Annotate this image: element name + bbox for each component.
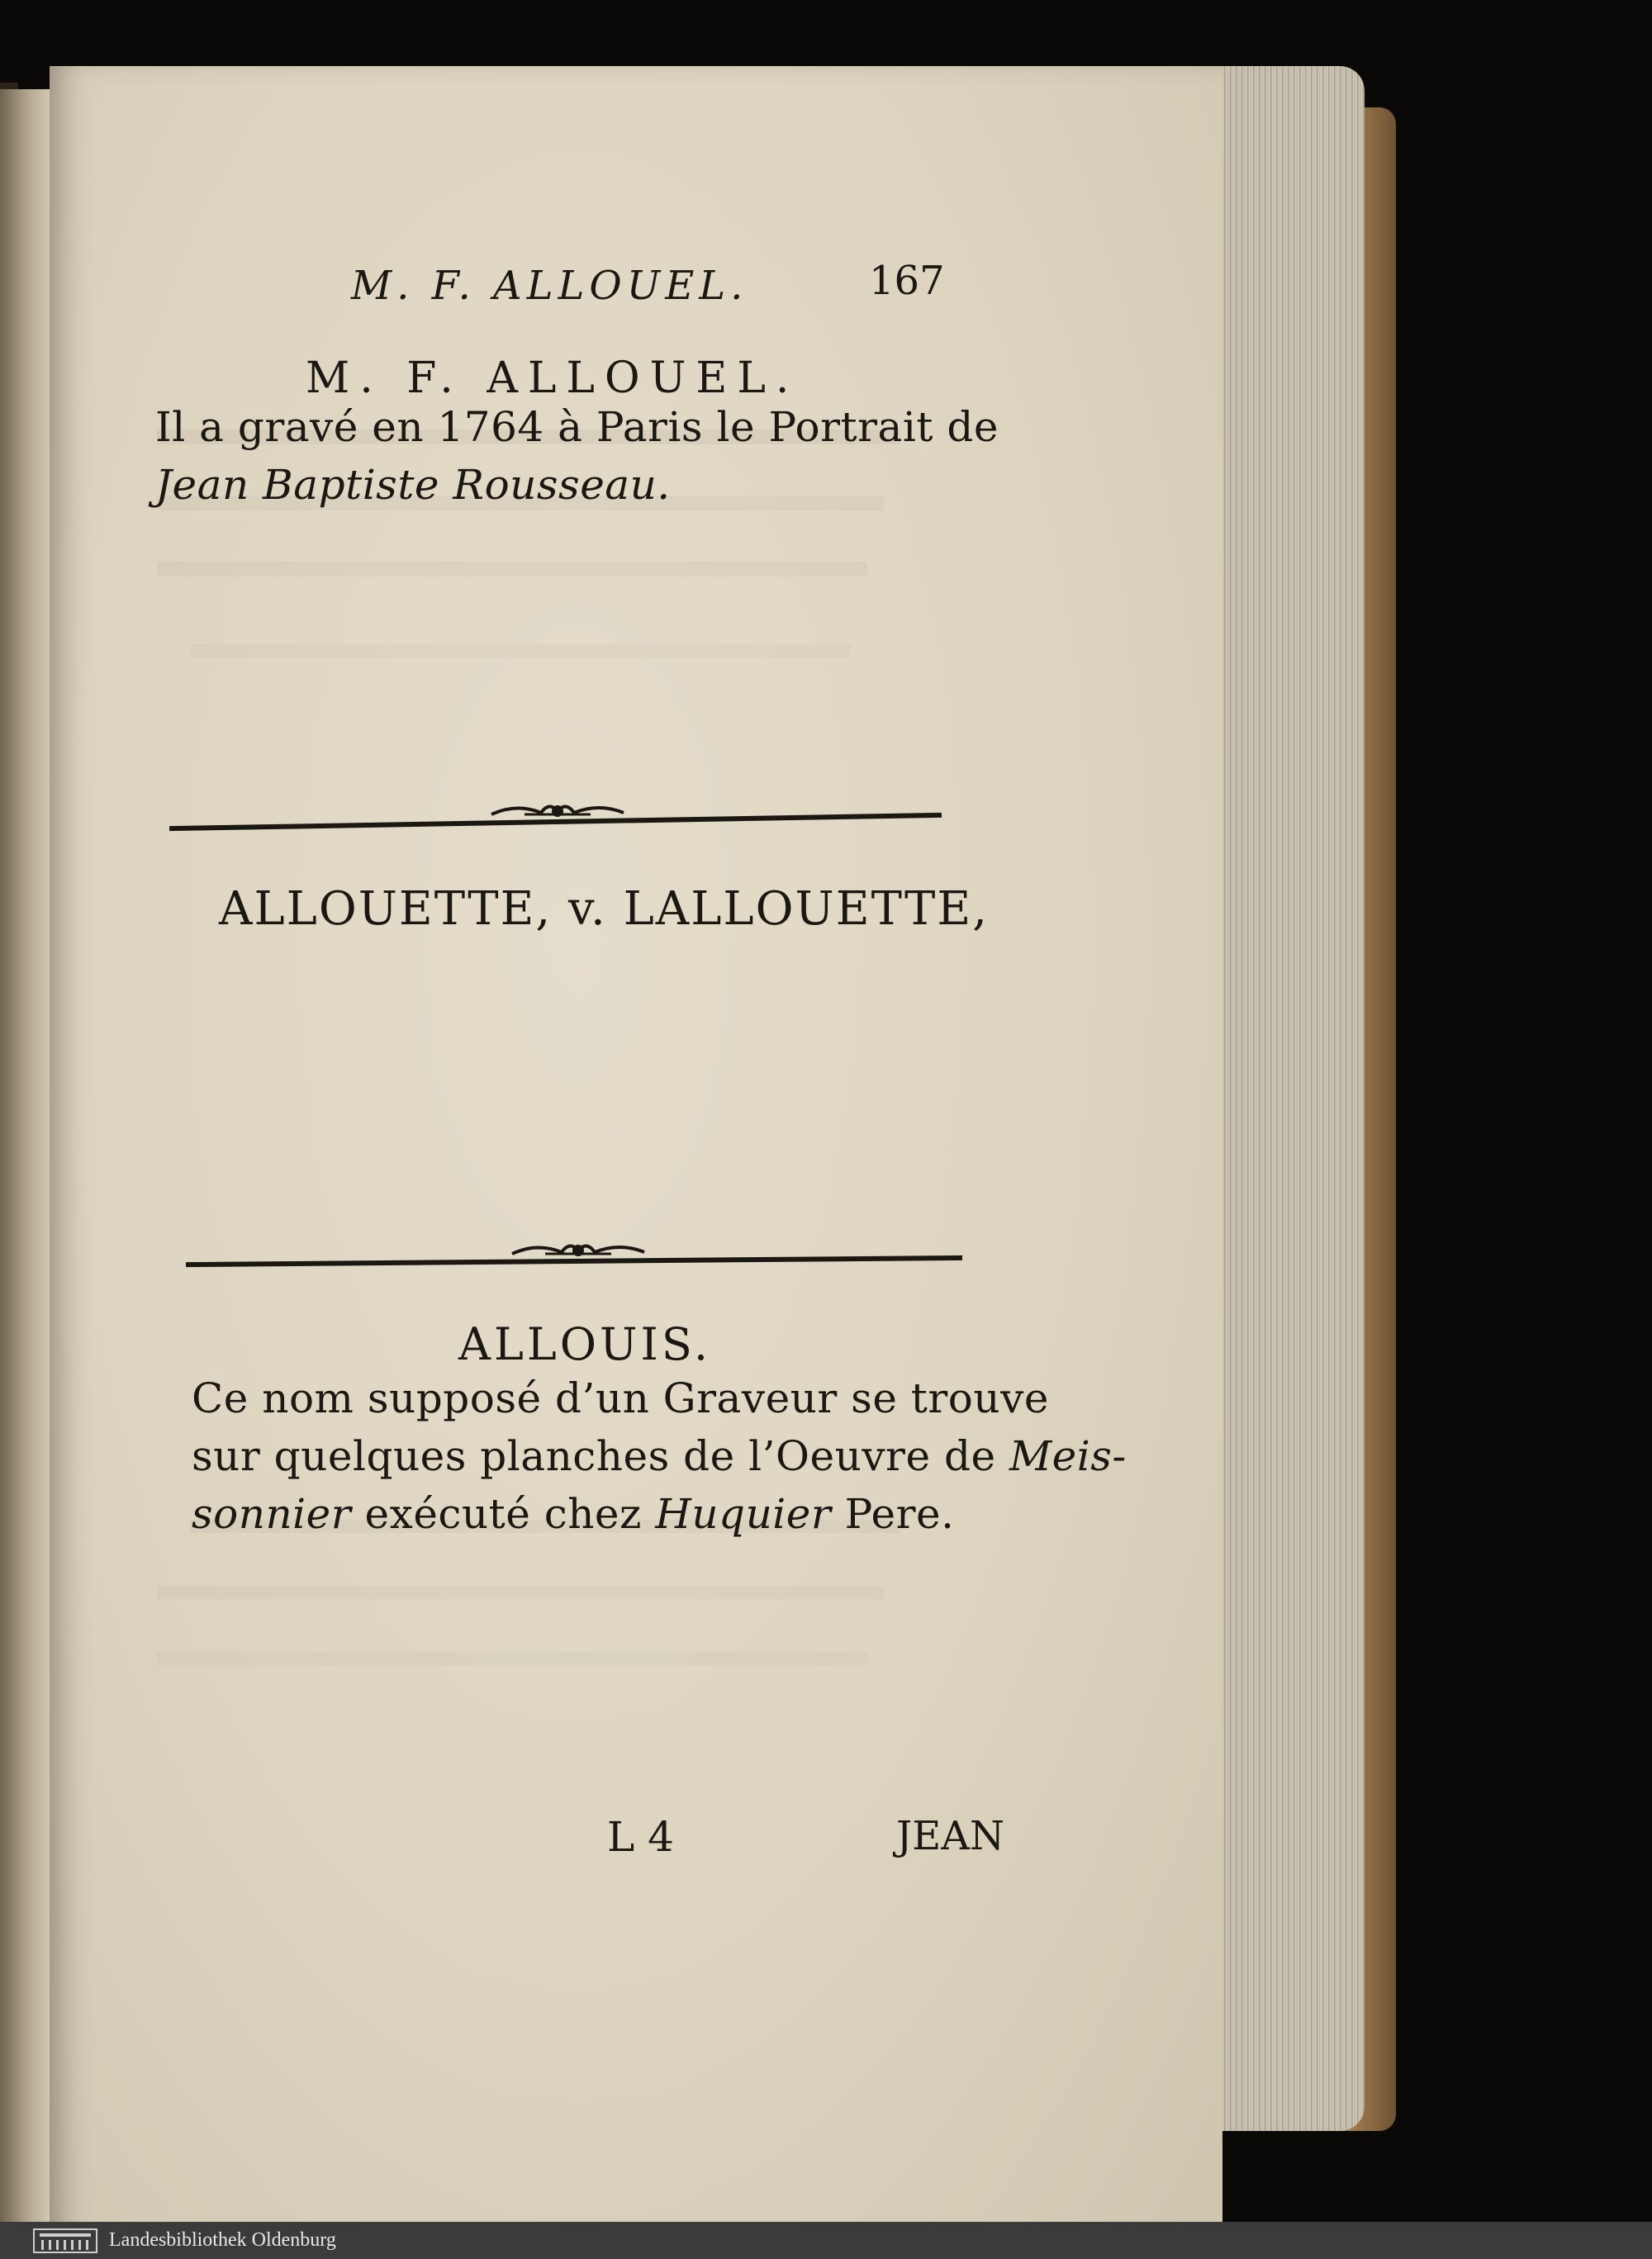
entry-text-line-italic: Jean Baptiste Rousseau. bbox=[155, 461, 671, 509]
entry-text-line: Il a gravé en 1764 à Paris le Portrait de bbox=[155, 403, 999, 451]
running-head: M. F. ALLOUEL. bbox=[351, 263, 748, 309]
library-logo-icon bbox=[33, 2228, 97, 2253]
entry-text-line bbox=[192, 1374, 1049, 1422]
text-run: exécuté chez bbox=[351, 1490, 656, 1538]
catchword: JEAN bbox=[896, 1813, 1004, 1859]
text-run: Ce nom supposé d’un Graveur se trouve bbox=[192, 1374, 1049, 1422]
ornamental-rule bbox=[169, 793, 942, 834]
entry-text-line bbox=[192, 1432, 1127, 1480]
text-run: Pere. bbox=[831, 1490, 955, 1538]
text-run-italic: sonnier bbox=[192, 1490, 352, 1538]
text-run-italic: Meis- bbox=[1009, 1432, 1127, 1480]
text-run-italic: Huquier bbox=[655, 1490, 832, 1538]
entry-title-allouel: M. F. ALLOUEL. bbox=[306, 354, 800, 403]
page-number: 167 bbox=[869, 258, 945, 304]
rule-flourish bbox=[483, 796, 632, 826]
library-name: Landesbibliothek Oldenburg bbox=[109, 2229, 336, 2251]
rule-flourish bbox=[504, 1236, 653, 1265]
show-through-bleed bbox=[157, 429, 942, 1916]
ornamental-rule bbox=[186, 1232, 962, 1274]
signature-mark: L 4 bbox=[607, 1813, 674, 1861]
entry-title-allouis: ALLOUIS. bbox=[458, 1318, 712, 1370]
facing-page-edge bbox=[0, 89, 56, 2245]
entry-title-allouette: ALLOUETTE, v. LALLOUETTE, bbox=[219, 882, 990, 936]
entry-text-line bbox=[192, 1490, 955, 1538]
text-run: sur quelques planches de l’Oeuvre de bbox=[192, 1432, 1009, 1480]
